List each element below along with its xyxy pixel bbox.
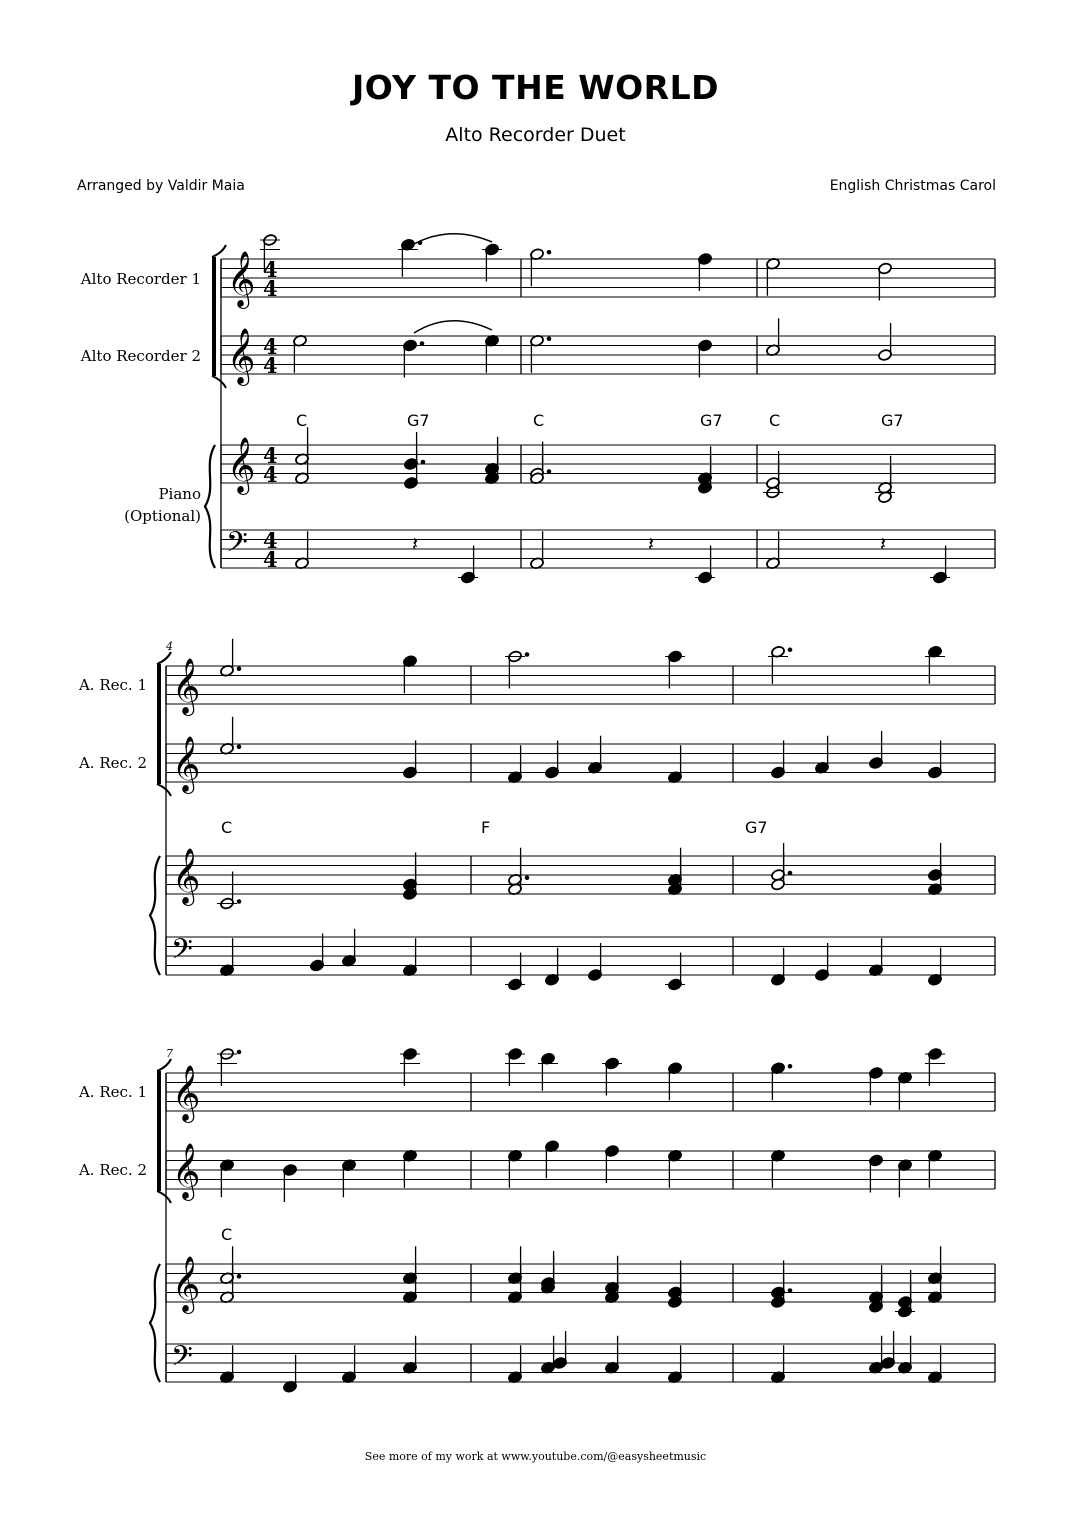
slur (414, 321, 492, 333)
augmentation-dot (237, 899, 242, 904)
treble-clef-icon: 𝄞 (172, 658, 201, 714)
bass-clef-icon: 𝄢 (171, 933, 193, 973)
augmentation-dot (237, 744, 242, 749)
augmentation-dot (788, 647, 793, 652)
quarter-rest-icon: 𝄽 (880, 532, 887, 556)
chord-symbol: F (481, 818, 491, 837)
time-signature-top: 4 (263, 528, 278, 553)
brace (150, 856, 160, 975)
time-signature-bottom: 4 (263, 353, 278, 378)
measure-number: 4 (166, 640, 173, 653)
treble-clef-icon: 𝄞 (172, 1065, 201, 1121)
augmentation-dot (237, 1050, 242, 1055)
arranger-credit: Arranged by Valdir Maia (77, 178, 245, 194)
instrument-label-rec1-short: A. Rec. 1 (78, 1083, 147, 1101)
chord-symbols-system1 (296, 411, 904, 430)
time-signature-top: 4 (263, 443, 278, 468)
treble-clef-icon: 𝄞 (227, 328, 256, 384)
treble-clef-icon: 𝄞 (172, 1143, 201, 1199)
bracket-hook (157, 1191, 171, 1203)
bass-clef-icon: 𝄢 (171, 1340, 193, 1380)
augmentation-dot (547, 250, 552, 255)
time-signature-bottom: 4 (263, 276, 278, 301)
chord-symbol: G7 (881, 411, 904, 430)
chord-symbol: G7 (745, 818, 768, 837)
measure-number: 7 (166, 1047, 173, 1060)
instrument-label-rec2: Alto Recorder 2 (80, 347, 201, 365)
bracket (157, 664, 161, 784)
quarter-rest-icon: 𝄽 (412, 532, 419, 556)
bracket-hook (157, 1059, 171, 1071)
bracket (212, 257, 216, 376)
bass-clef-icon: 𝄢 (226, 526, 248, 566)
chord-symbol: C (296, 411, 308, 430)
augmentation-dot (525, 875, 530, 880)
augmentation-dot (788, 1064, 793, 1069)
augmentation-dot (547, 336, 552, 341)
chord-symbols-system2 (221, 818, 768, 837)
brace (205, 445, 215, 568)
chord-symbols-system3 (221, 1225, 232, 1244)
instrument-label-piano: Piano (158, 485, 201, 503)
time-signature-top: 4 (263, 257, 278, 282)
instrument-label-optional: (Optional) (124, 507, 201, 525)
instrument-label-rec2-short: A. Rec. 2 (78, 1161, 147, 1179)
augmentation-dot (788, 1288, 793, 1293)
staff-notation (150, 234, 995, 1394)
augmentation-dot (788, 871, 793, 876)
time-signature-bottom: 4 (263, 462, 278, 487)
instrument-label-rec1: Alto Recorder 1 (80, 270, 201, 288)
bracket-hook (212, 376, 226, 388)
chord-symbol: C (221, 818, 233, 837)
brace (150, 1264, 160, 1382)
bracket-hook (157, 784, 171, 796)
bracket-hook (157, 652, 171, 664)
augmentation-dot (237, 666, 242, 671)
time-signature-bottom: 4 (263, 547, 278, 572)
instrument-label-rec2-short: A. Rec. 2 (78, 754, 147, 772)
score-title: JOY TO THE WORLD (351, 68, 720, 107)
instrument-label-rec1-short: A. Rec. 1 (78, 676, 147, 694)
footer-link-text: See more of my work at www.youtube.com/@easysheetmusic (364, 1450, 707, 1463)
treble-clef-icon: 𝄞 (172, 848, 201, 904)
chord-symbol: C (769, 411, 781, 430)
augmentation-dot (421, 460, 426, 465)
augmentation-dot (547, 469, 552, 474)
bracket (157, 1071, 161, 1191)
treble-clef-icon: 𝄞 (172, 1256, 201, 1312)
chord-symbol: C (221, 1225, 233, 1244)
slur (412, 234, 492, 245)
augmentation-dot (420, 341, 425, 346)
composer-credit: English Christmas Carol (829, 178, 996, 194)
quarter-rest-icon: 𝄽 (648, 532, 655, 556)
treble-clef-icon: 𝄞 (227, 251, 256, 307)
chord-symbol: G7 (407, 411, 430, 430)
chord-symbol: G7 (700, 411, 723, 430)
time-signature-top: 4 (263, 334, 278, 359)
treble-clef-icon: 𝄞 (172, 736, 201, 792)
chord-symbol: C (533, 411, 545, 430)
augmentation-dot (525, 652, 530, 657)
treble-clef-icon: 𝄞 (227, 437, 256, 493)
score-subtitle: Alto Recorder Duet (445, 124, 626, 146)
augmentation-dot (237, 1274, 242, 1279)
bracket-hook (212, 245, 226, 257)
